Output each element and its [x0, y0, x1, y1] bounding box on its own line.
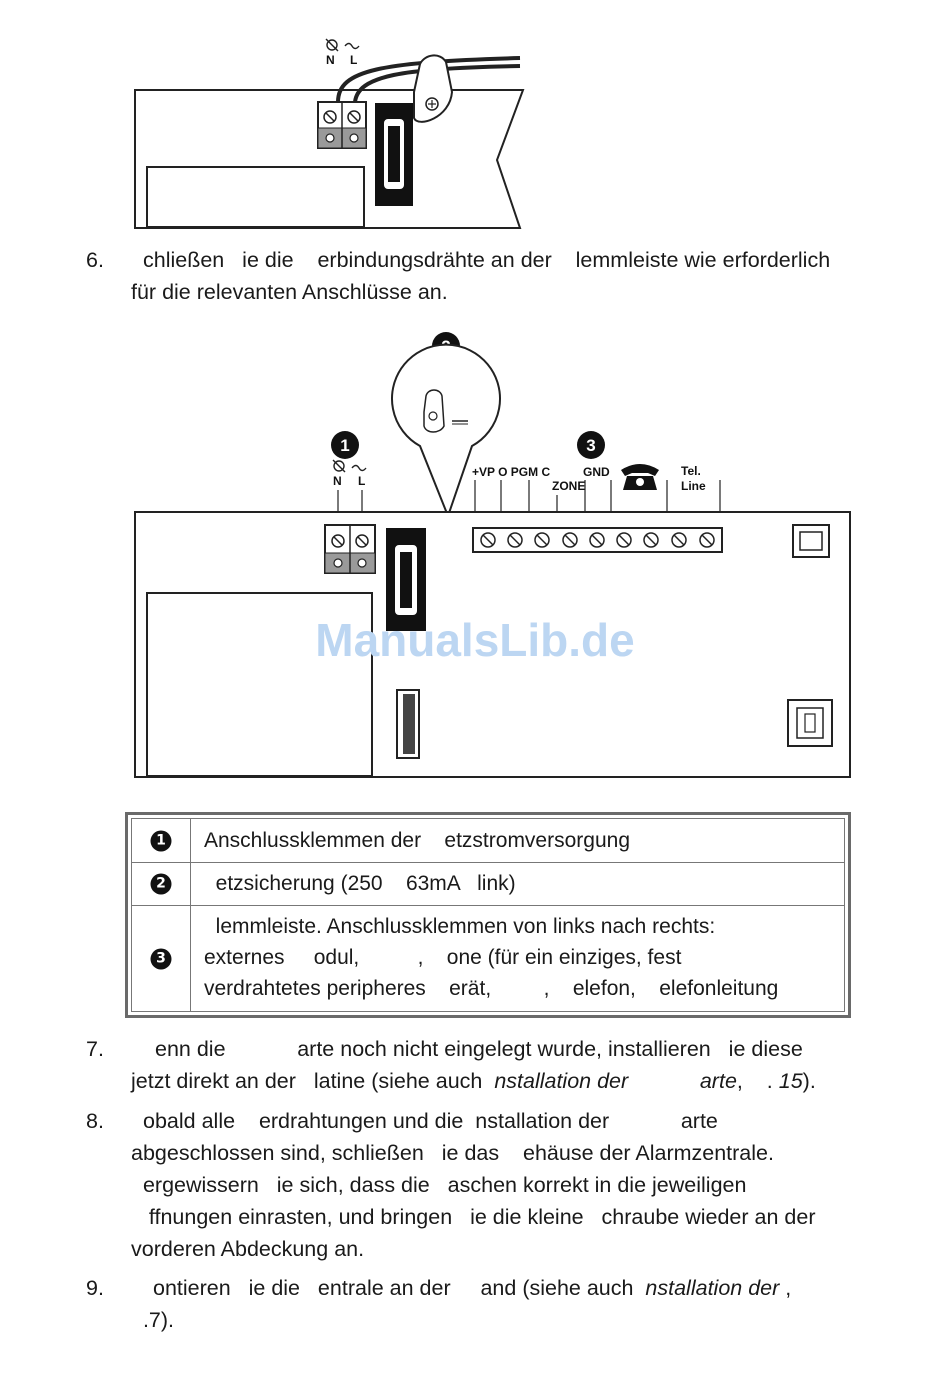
step-8-line-4: ffnungen einrasten, und bringen ie die kleine chraube wieder an der: [131, 1205, 816, 1229]
step-8-line-5: vorderen Abdeckung an.: [131, 1237, 365, 1261]
step-9-line-1: ontieren ie die entrale an der and (siehe auch nstallation der ,: [153, 1276, 792, 1300]
step-9-number: 9.: [86, 1276, 104, 1300]
legend-mark-3: 3: [151, 948, 172, 969]
legend-row-3: [132, 906, 844, 1011]
ac-tilde-icon: [345, 44, 359, 49]
ac-tilde-icon: [352, 466, 366, 471]
label-zone: ZONE: [552, 479, 586, 493]
step-9-line-2: .7).: [131, 1308, 175, 1332]
top-wiring-diagram: [0, 0, 950, 240]
label-line: Line: [681, 479, 706, 493]
label-neutral: N: [333, 474, 342, 488]
step-7-number: 7.: [86, 1037, 104, 1061]
watermark: ManualsLib.de: [315, 614, 635, 666]
step-8-line-2: abgeschlossen sind, schließen ie das ehäuse der Alarmzentrale.: [131, 1141, 774, 1165]
ground-symbol-icon: [326, 39, 338, 51]
legend-mark-2: 2: [151, 874, 172, 895]
step-8-number: 8.: [86, 1109, 104, 1133]
step-8-line-3: ergewissern ie sich, dass die aschen korrekt in die jeweiligen: [131, 1173, 747, 1197]
legend-text-3c: verdrahtetes peripheres erät, , elefon, elefonleitung: [204, 977, 779, 1000]
legend-text-1: Anschlussklemmen der etzstromversorgung: [204, 829, 630, 852]
main-wiring-diagram: [0, 320, 950, 790]
svg-text:1: 1: [340, 436, 350, 455]
label-terminal-header: +VP O PGM C: [472, 465, 551, 479]
step-7-line-1: enn die arte noch nicht eingelegt wurde, installieren ie diese: [155, 1037, 803, 1061]
step-7-line-2: jetzt direkt an der latine (siehe auch nstallation der arte, . 15).: [131, 1069, 816, 1093]
legend-mark-1: 1: [151, 830, 172, 851]
legend-text-3b: externes odul, , one (für ein einziges, fest: [204, 946, 682, 969]
label-tel: Tel.: [681, 464, 701, 478]
ground-symbol-icon: [333, 460, 345, 472]
callout-1: [331, 431, 359, 459]
callout-3: [577, 431, 605, 459]
svg-text:3: 3: [586, 436, 596, 455]
step-6-line-2: für die relevanten Anschlüsse an.: [131, 280, 448, 304]
legend-row-1: [132, 819, 844, 863]
step-6-number: 6.: [86, 248, 104, 272]
legend-row-2: [132, 863, 844, 906]
legend-table: [125, 812, 851, 1018]
step-6-line-1: chließen ie die erbindungsdrähte an der lemmleiste wie erforderlich: [143, 248, 831, 272]
legend-text-3a: lemmleiste. Anschlussklemmen von links nach rechts:: [204, 915, 716, 938]
phone-icon: [621, 464, 659, 490]
legend-text-2: etzsicherung (250 63mA link): [204, 872, 516, 895]
step-8-line-1: obald alle erdrahtungen und die nstallation der arte: [143, 1109, 718, 1133]
label-live-top: L: [350, 53, 358, 67]
label-neutral-top: N: [326, 53, 335, 67]
label-gnd: GND: [583, 465, 610, 479]
label-live: L: [358, 474, 366, 488]
